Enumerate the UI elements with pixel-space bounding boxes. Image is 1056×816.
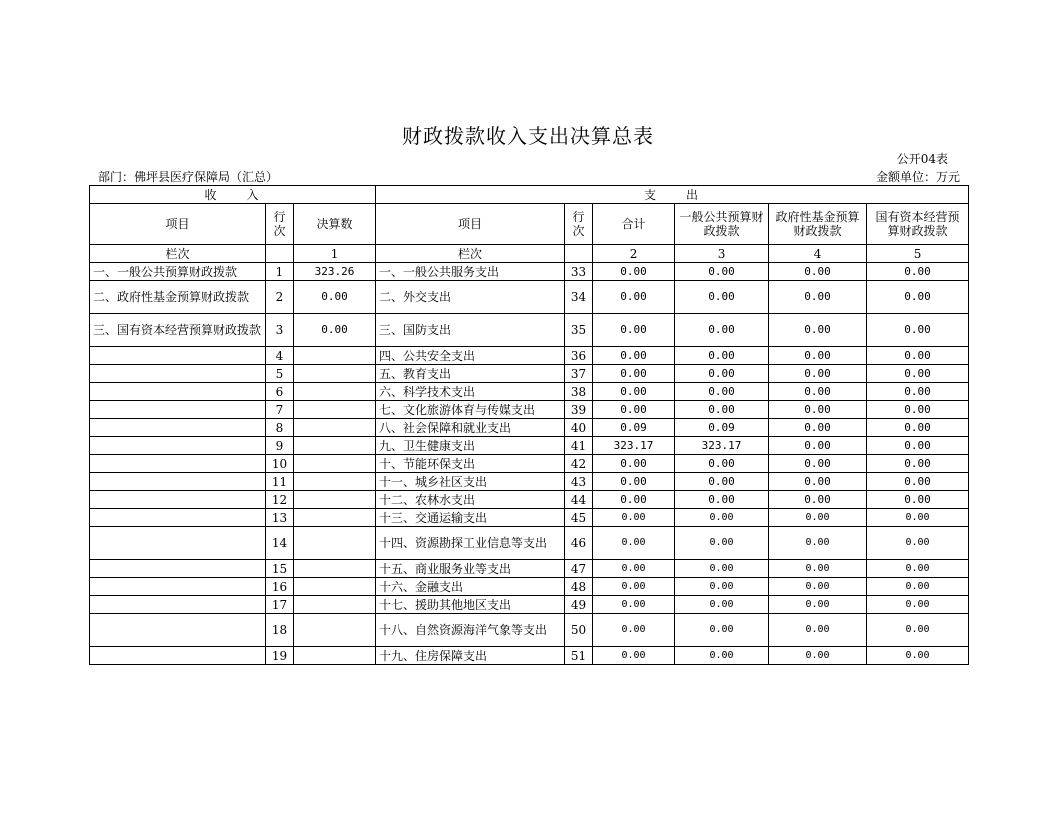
gov-fund-cell: 0.00 [769,455,867,473]
column-index-cell: 1 [294,245,376,263]
total-cell: 0.00 [593,578,675,596]
total-cell: 0.00 [593,491,675,509]
final-amount-cell [294,383,376,401]
income-row-no-cell: 3 [266,314,294,347]
general-budget-cell: 0.00 [675,647,769,665]
state-capital-cell: 0.00 [867,437,969,455]
final-amount-cell [294,614,376,647]
state-capital-cell: 0.00 [867,578,969,596]
total-cell: 0.00 [593,455,675,473]
total-cell: 0.00 [593,473,675,491]
table-row [90,647,969,665]
total-cell: 0.00 [593,509,675,527]
table-row [90,365,969,383]
income-item-cell [90,401,266,419]
total-cell: 0.00 [593,347,675,365]
expense-row-no-cell: 36 [565,347,593,365]
expense-item-cell: 十四、资源勘探工业信息等支出 [376,527,565,560]
final-amount-cell [294,419,376,437]
column-index-row [90,245,969,263]
table-row [90,596,969,614]
amount-unit-label: 金额单位：万元 [875,170,960,184]
total-cell: 0.00 [593,527,675,560]
general-budget-cell: 0.00 [675,491,769,509]
group-header-row [90,186,969,204]
gov-fund-cell: 0.00 [769,365,867,383]
income-row-no-cell: 4 [266,347,294,365]
total-header: 合计 [593,204,675,245]
expense-item-header: 项目 [376,204,565,245]
expense-item-cell: 十八、自然资源海洋气象等支出 [376,614,565,647]
income-item-cell [90,365,266,383]
column-index-cell: 3 [675,245,769,263]
income-row-no-cell: 10 [266,455,294,473]
table-row [90,314,969,347]
expense-row-no-cell: 51 [565,647,593,665]
final-amount-cell [294,365,376,383]
state-capital-cell: 0.00 [867,647,969,665]
total-cell: 0.00 [593,560,675,578]
column-index-cell: 2 [593,245,675,263]
table-row [90,455,969,473]
expense-item-cell: 四、公共安全支出 [376,347,565,365]
column-index-cell [266,245,294,263]
income-item-cell: 三、国有资本经营预算财政拨款 [90,314,266,347]
total-cell: 0.00 [593,383,675,401]
budget-summary-table [89,185,969,665]
expense-row-no-cell: 46 [565,527,593,560]
general-budget-cell: 0.00 [675,596,769,614]
expense-item-cell: 八、社会保障和就业支出 [376,419,565,437]
income-item-cell [90,647,266,665]
gov-fund-cell: 0.00 [769,263,867,281]
final-amount-cell [294,347,376,365]
income-item-cell [90,455,266,473]
income-row-no-cell: 8 [266,419,294,437]
expense-item-cell: 十九、住房保障支出 [376,647,565,665]
table-row [90,263,969,281]
gov-fund-cell: 0.00 [769,614,867,647]
income-row-no-cell: 9 [266,437,294,455]
income-item-cell [90,509,266,527]
expense-row-no-cell: 40 [565,419,593,437]
income-item-header: 项目 [90,204,266,245]
expense-row-no-cell: 47 [565,560,593,578]
table-row [90,347,969,365]
final-amount-header: 决算数 [294,204,376,245]
state-capital-cell: 0.00 [867,365,969,383]
final-amount-cell [294,647,376,665]
income-group-header: 收 入 [90,186,376,204]
expense-item-cell: 十五、商业服务业等支出 [376,560,565,578]
expense-row-no-cell: 45 [565,509,593,527]
final-amount-cell [294,455,376,473]
income-row-no-cell: 6 [266,383,294,401]
total-cell: 0.00 [593,281,675,314]
state-capital-cell: 0.00 [867,419,969,437]
table-row [90,383,969,401]
table-row [90,491,969,509]
total-cell: 0.00 [593,263,675,281]
final-amount-cell [294,401,376,419]
expense-group-header: 支 出 [376,186,969,204]
total-cell: 0.00 [593,596,675,614]
table-row [90,560,969,578]
income-item-cell: 一、一般公共预算财政拨款 [90,263,266,281]
state-capital-header: 国有资本经营预算财政拨款 [867,204,969,245]
expense-row-no-cell: 42 [565,455,593,473]
income-row-no-cell: 7 [266,401,294,419]
final-amount-cell [294,596,376,614]
general-budget-cell: 0.00 [675,560,769,578]
general-budget-cell: 0.00 [675,527,769,560]
general-budget-cell: 0.00 [675,473,769,491]
expense-row-no-header: 行次 [565,204,593,245]
column-header-row [90,204,969,245]
income-item-cell [90,596,266,614]
state-capital-cell: 0.00 [867,281,969,314]
expense-item-cell: 十一、城乡社区支出 [376,473,565,491]
column-index-cell: 4 [769,245,867,263]
expense-item-cell: 七、文化旅游体育与传媒支出 [376,401,565,419]
column-index-cell [565,245,593,263]
income-row-no-cell: 19 [266,647,294,665]
final-amount-cell: 323.26 [294,263,376,281]
total-cell: 0.00 [593,647,675,665]
table-row [90,437,969,455]
income-item-cell [90,437,266,455]
general-budget-cell: 0.00 [675,281,769,314]
expense-item-cell: 十、节能环保支出 [376,455,565,473]
table-row [90,401,969,419]
income-item-cell [90,473,266,491]
expense-item-cell: 五、教育支出 [376,365,565,383]
general-budget-cell: 0.00 [675,263,769,281]
gov-fund-cell: 0.00 [769,419,867,437]
state-capital-cell: 0.00 [867,614,969,647]
gov-fund-cell: 0.00 [769,596,867,614]
state-capital-cell: 0.00 [867,401,969,419]
expense-row-no-cell: 37 [565,365,593,383]
general-budget-cell: 323.17 [675,437,769,455]
general-budget-cell: 0.00 [675,509,769,527]
general-budget-cell: 0.00 [675,314,769,347]
income-row-no-cell: 2 [266,281,294,314]
gov-fund-cell: 0.00 [769,647,867,665]
form-number: 公开04表 [896,152,948,166]
gov-fund-cell: 0.00 [769,509,867,527]
income-row-no-cell: 18 [266,614,294,647]
department-label: 部门：佛坪县医疗保障局（汇总） [98,170,279,184]
total-cell: 0.00 [593,365,675,383]
expense-row-no-cell: 39 [565,401,593,419]
expense-row-no-cell: 49 [565,596,593,614]
general-budget-cell: 0.00 [675,578,769,596]
state-capital-cell: 0.00 [867,596,969,614]
total-cell: 0.00 [593,401,675,419]
expense-item-cell: 十七、援助其他地区支出 [376,596,565,614]
expense-row-no-cell: 48 [565,578,593,596]
income-row-no-cell: 1 [266,263,294,281]
gov-fund-cell: 0.00 [769,281,867,314]
final-amount-cell [294,437,376,455]
income-item-cell [90,578,266,596]
gov-fund-cell: 0.00 [769,437,867,455]
general-budget-header: 一般公共预算财政拨款 [675,204,769,245]
final-amount-cell [294,491,376,509]
gov-fund-cell: 0.00 [769,401,867,419]
final-amount-cell [294,578,376,596]
state-capital-cell: 0.00 [867,527,969,560]
expense-item-cell: 一、一般公共服务支出 [376,263,565,281]
state-capital-cell: 0.00 [867,314,969,347]
gov-fund-cell: 0.00 [769,578,867,596]
gov-fund-header: 政府性基金预算财政拨款 [769,204,867,245]
final-amount-cell [294,509,376,527]
general-budget-cell: 0.00 [675,347,769,365]
total-cell: 0.09 [593,419,675,437]
total-cell: 0.00 [593,314,675,347]
table-row [90,281,969,314]
state-capital-cell: 0.00 [867,560,969,578]
general-budget-cell: 0.09 [675,419,769,437]
state-capital-cell: 0.00 [867,383,969,401]
column-index-label: 栏次 [90,245,266,263]
gov-fund-cell: 0.00 [769,383,867,401]
expense-row-no-cell: 50 [565,614,593,647]
column-index-label: 栏次 [376,245,565,263]
gov-fund-cell: 0.00 [769,491,867,509]
expense-row-no-cell: 41 [565,437,593,455]
income-row-no-cell: 11 [266,473,294,491]
income-row-no-cell: 16 [266,578,294,596]
income-row-no-cell: 14 [266,527,294,560]
gov-fund-cell: 0.00 [769,560,867,578]
income-row-no-cell: 12 [266,491,294,509]
gov-fund-cell: 0.00 [769,527,867,560]
expense-item-cell: 十三、交通运输支出 [376,509,565,527]
income-item-cell [90,491,266,509]
income-row-no-header: 行次 [266,204,294,245]
expense-row-no-cell: 44 [565,491,593,509]
expense-item-cell: 十二、农林水支出 [376,491,565,509]
final-amount-cell [294,527,376,560]
table-row [90,527,969,560]
gov-fund-cell: 0.00 [769,473,867,491]
gov-fund-cell: 0.00 [769,347,867,365]
table-row [90,473,969,491]
expense-row-no-cell: 34 [565,281,593,314]
final-amount-cell [294,560,376,578]
general-budget-cell: 0.00 [675,614,769,647]
expense-item-cell: 六、科学技术支出 [376,383,565,401]
expense-item-cell: 三、国防支出 [376,314,565,347]
income-row-no-cell: 15 [266,560,294,578]
state-capital-cell: 0.00 [867,509,969,527]
expense-row-no-cell: 33 [565,263,593,281]
state-capital-cell: 0.00 [867,491,969,509]
general-budget-cell: 0.00 [675,401,769,419]
total-cell: 0.00 [593,614,675,647]
income-row-no-cell: 5 [266,365,294,383]
state-capital-cell: 0.00 [867,473,969,491]
income-item-cell [90,383,266,401]
state-capital-cell: 0.00 [867,263,969,281]
expense-item-cell: 九、卫生健康支出 [376,437,565,455]
expense-row-no-cell: 43 [565,473,593,491]
income-item-cell [90,560,266,578]
expense-item-cell: 二、外交支出 [376,281,565,314]
column-index-cell: 5 [867,245,969,263]
final-amount-cell [294,473,376,491]
total-cell: 323.17 [593,437,675,455]
general-budget-cell: 0.00 [675,365,769,383]
expense-row-no-cell: 38 [565,383,593,401]
page-title: 财政拨款收入支出决算总表 [402,124,654,148]
general-budget-cell: 0.00 [675,455,769,473]
final-amount-cell: 0.00 [294,314,376,347]
income-row-no-cell: 17 [266,596,294,614]
income-item-cell [90,527,266,560]
table-row [90,419,969,437]
table-row [90,578,969,596]
income-row-no-cell: 13 [266,509,294,527]
final-amount-cell: 0.00 [294,281,376,314]
table-row [90,509,969,527]
income-item-cell [90,614,266,647]
gov-fund-cell: 0.00 [769,314,867,347]
income-item-cell [90,419,266,437]
state-capital-cell: 0.00 [867,455,969,473]
income-item-cell: 二、政府性基金预算财政拨款 [90,281,266,314]
state-capital-cell: 0.00 [867,347,969,365]
expense-row-no-cell: 35 [565,314,593,347]
general-budget-cell: 0.00 [675,383,769,401]
income-item-cell [90,347,266,365]
table-row [90,614,969,647]
expense-item-cell: 十六、金融支出 [376,578,565,596]
